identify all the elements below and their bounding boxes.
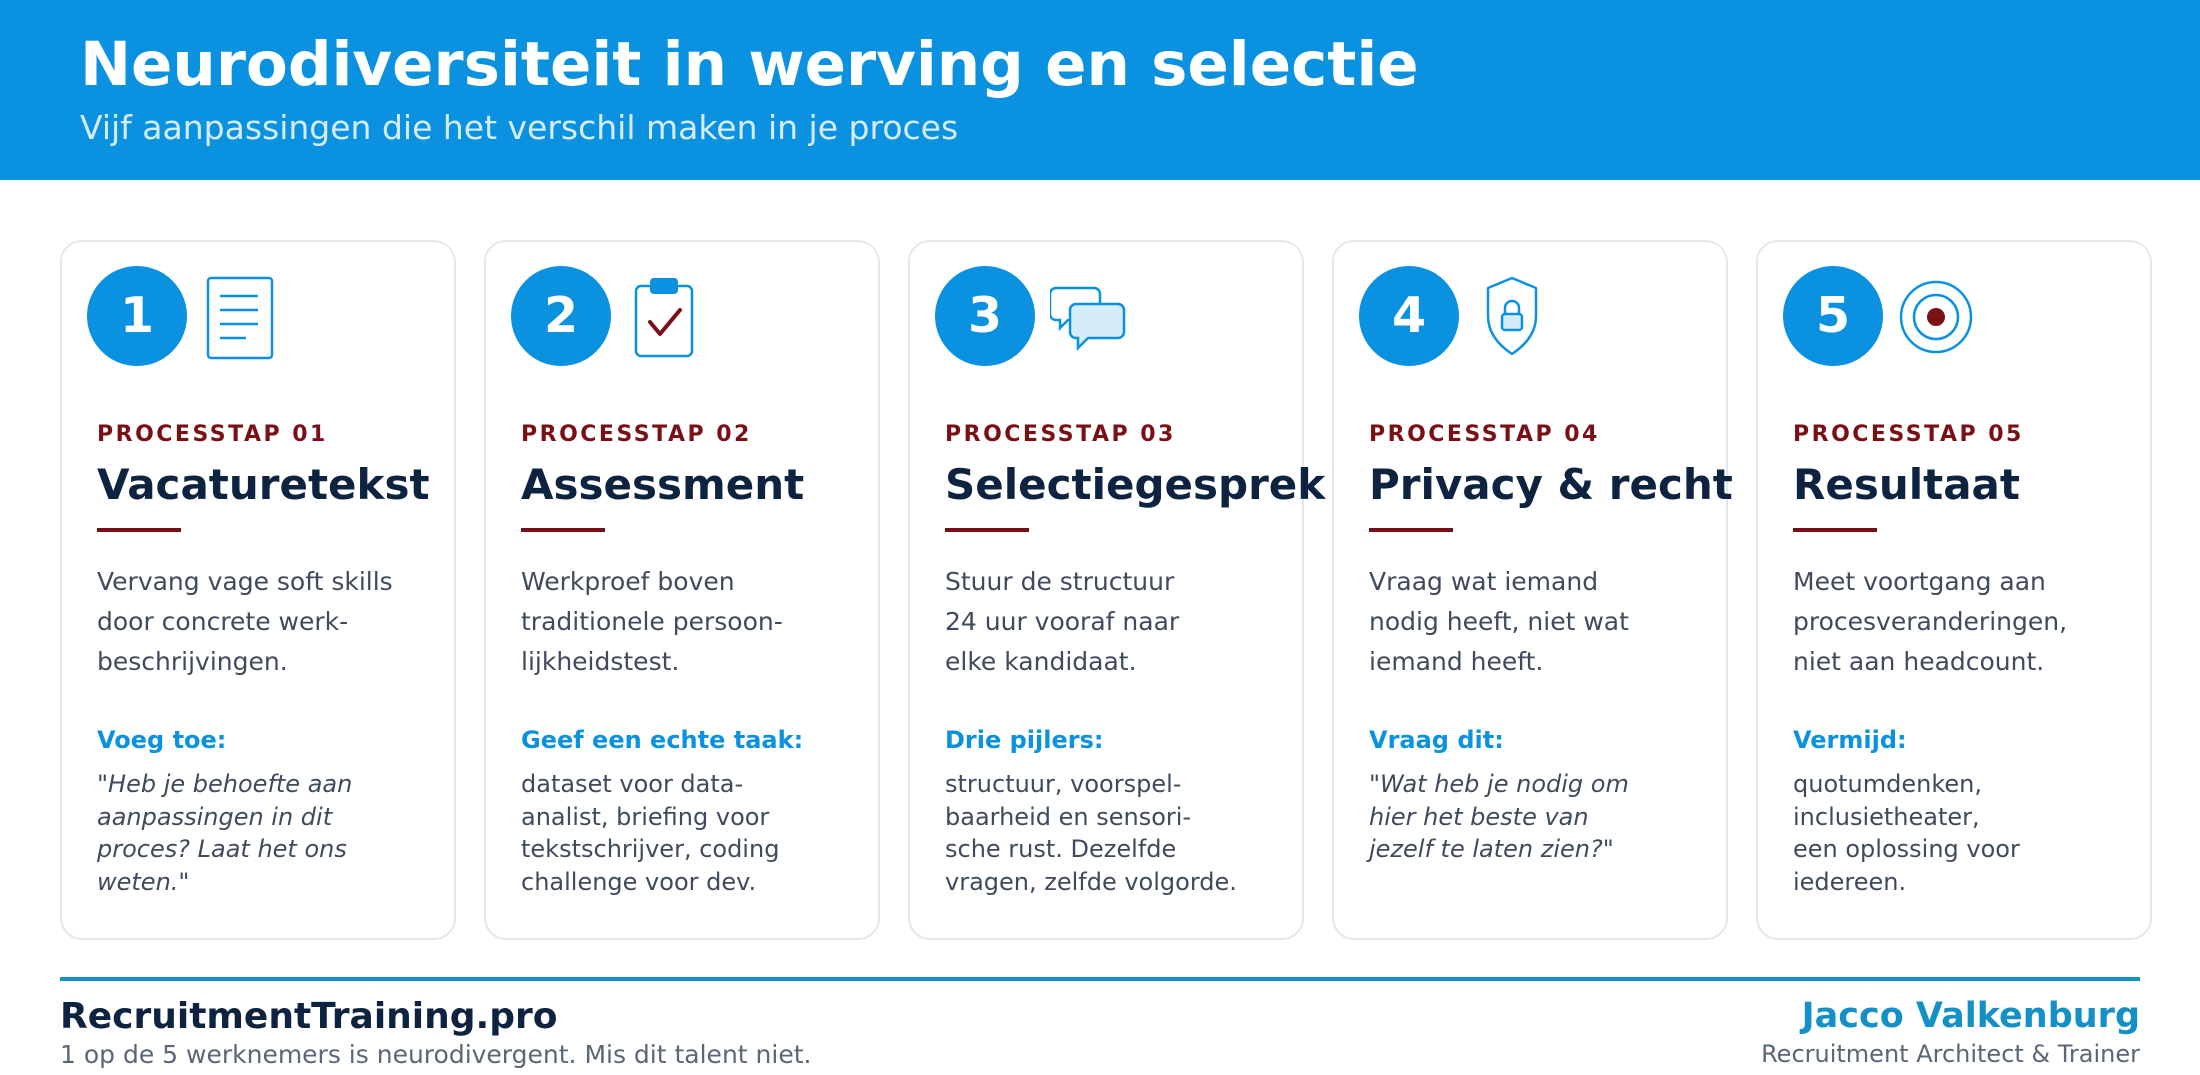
clipboard-check-icon: [626, 274, 706, 360]
step-label: PROCESSTAP 02: [521, 422, 752, 447]
step-title: Privacy & recht: [1369, 460, 1733, 509]
target-icon: [1898, 274, 1978, 360]
step-label: PROCESSTAP 04: [1369, 422, 1600, 447]
step-card-1: [60, 240, 456, 940]
step-label: PROCESSTAP 01: [97, 422, 328, 447]
step-description: Stuur de structuur 24 uur vooraf naar elke kandidaat.: [945, 567, 1180, 676]
step-card-3: [908, 240, 1326, 940]
step-description: Meet voortgang aan procesveranderingen, niet aan headcount.: [1793, 567, 2068, 676]
step-title: Assessment: [521, 460, 805, 509]
title-underline: [1793, 528, 1877, 532]
chat-bubbles-icon: [1050, 274, 1130, 360]
step-subheading: Vraag dit:: [1369, 726, 1504, 754]
shield-lock-icon: [1474, 274, 1554, 360]
step-title: Vacaturetekst: [97, 460, 430, 509]
step-card-4: [1332, 240, 1733, 940]
step-description: Werkproef boven traditionele persoon- lijkheidstest.: [521, 567, 783, 676]
title-underline: [1369, 528, 1453, 532]
footer-tagline: 1 op de 5 werknemers is neurodivergent. Mis dit talent niet.: [60, 1040, 812, 1069]
title-underline: [97, 528, 181, 532]
author-role: Recruitment Architect & Trainer: [1761, 1040, 2140, 1068]
step-number-badge: 3: [935, 266, 1035, 366]
step-subheading: Geef een echte taak:: [521, 726, 804, 754]
step-number-badge: 4: [1359, 266, 1459, 366]
step-subheading: Voeg toe:: [97, 726, 227, 754]
step-detail: "Wat heb je nodig om hier het beste van jezelf te laten zien?": [1369, 770, 1629, 863]
step-detail: structuur, voorspel- baarheid en sensori- sche rust. Dezelfde vragen, zelfde volgorde.: [945, 770, 1237, 896]
brand-name: RecruitmentTraining.pro: [60, 996, 558, 1037]
author-name: Jacco Valkenburg: [1801, 996, 2140, 1036]
header-banner: [0, 0, 2200, 180]
step-card-5: [1756, 240, 2152, 940]
title-underline: [945, 528, 1029, 532]
step-detail: "Heb je behoefte aan aanpassingen in dit proces? Laat het ons weten.": [97, 770, 353, 896]
page-title: Neurodiversiteit in werving en selectie: [80, 29, 1419, 100]
step-description: Vraag wat iemand nodig heeft, niet wat iemand heeft.: [1369, 567, 1629, 676]
step-detail: dataset voor data- analist, briefing voor tekstschrijver, coding challenge voor dev.: [521, 770, 780, 896]
step-title: Selectiegesprek: [945, 460, 1326, 509]
step-card-2: [484, 240, 880, 940]
step-subheading: Drie pijlers:: [945, 726, 1104, 754]
document-icon: [202, 274, 282, 360]
step-subheading: Vermijd:: [1793, 726, 1907, 754]
step-description: Vervang vage soft skills door concrete werk- beschrijvingen.: [97, 567, 393, 676]
step-number-badge: 2: [511, 266, 611, 366]
step-label: PROCESSTAP 05: [1793, 422, 2024, 447]
page-subtitle: Vijf aanpassingen die het verschil maken in je proces: [80, 108, 959, 147]
title-underline: [521, 528, 605, 532]
step-title: Resultaat: [1793, 460, 2020, 509]
footer-divider: [60, 977, 2140, 981]
step-detail: quotumdenken, inclusietheater, een oplossing voor iedereen.: [1793, 770, 2020, 896]
step-number-badge: 5: [1783, 266, 1883, 366]
step-label: PROCESSTAP 03: [945, 422, 1176, 447]
step-number-badge: 1: [87, 266, 187, 366]
